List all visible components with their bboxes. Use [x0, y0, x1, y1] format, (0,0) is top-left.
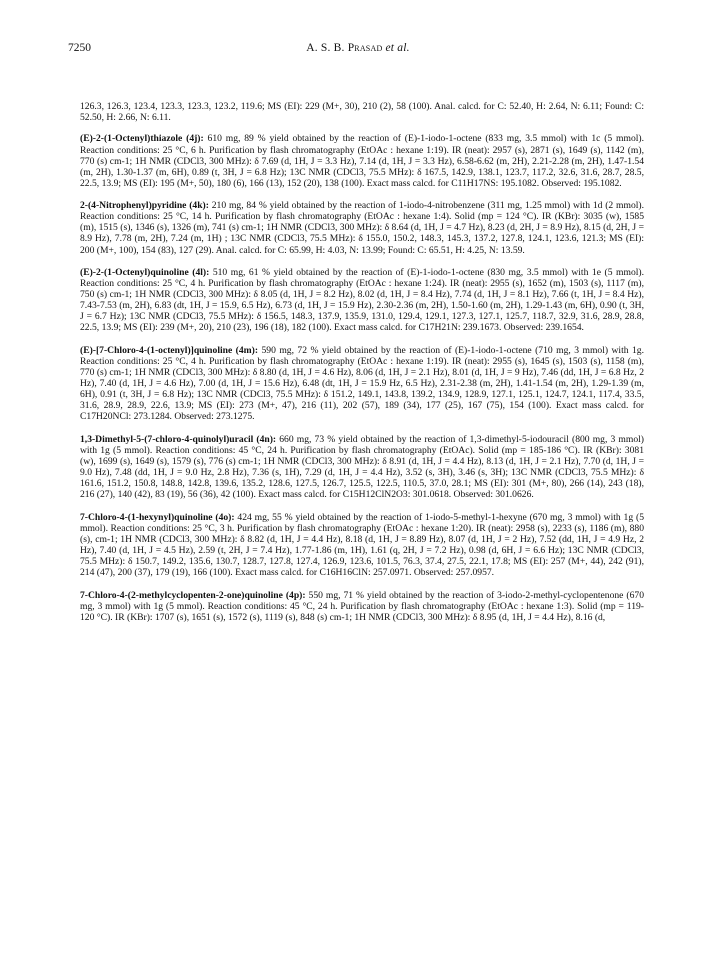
authors-suffix: et al. — [382, 42, 410, 54]
paragraph-compound-4m — [80, 345, 644, 422]
running-title — [68, 42, 648, 54]
paragraph-compound-4l — [80, 267, 644, 333]
compound-name: 7-Chloro-4-(1-hexynyl)quinoline (4o): — [80, 511, 235, 523]
compound-name: (E)-[7-Chloro-4-(1-octenyl)]quinoline (4m): — [80, 345, 259, 357]
compound-name: (E)-2-(1-Octenyl)thiazole (4j): — [80, 133, 204, 145]
compound-name: (E)-2-(1-Octenyl)quinoline (4l): — [80, 267, 210, 279]
compound-name: 2-(4-Nitrophenyl)pyridine (4k): — [80, 200, 209, 212]
paragraph-text: 210 mg, 84 % yield obtained by the reaction of 1-iodo-4-nitrobenzene (311 mg, 1.25 mmol) with 1d (2 mmol). Reaction conditions: 25 °C, 14 h. Purification by flash chromatography (EtOAc : hexane 1:4). Solid (mp = 124 °C). IR (KBr): 3035 (w), 1585 (m), 1515 (s), 1346 (s), 1326 (m), 741 (s) cm-1; 1H NMR (CDCl3, 300 MHz): δ 8.64 (d, 1H, J = 4.7 Hz), 8.23 (d, 2H, J = 8.9 Hz), 8.15 (d, 2H, J = 8.9 Hz), 7.78 (m, 2H), 7.24 (m, 1H) ; 13C NMR (CDCl3, 75.5 MHz): δ 155.0, 150.2, 148.3, 145.3, 137.2, 127.8, 124.1, 123.6, 121.3; MS (EI): 200 (M+, 100), 154 (83), 127 (29). Anal. calcd. for C: 65.99, H: 4.03, N: 13.99; Found: C: 65.51, H: 4.25, N: 13.59. — [80, 200, 644, 256]
paragraph-continuation — [80, 101, 644, 123]
compound-name: 7-Chloro-4-(2-methylcyclopenten-2-one)quinoline (4p): — [80, 589, 306, 601]
page-header — [68, 42, 648, 58]
paragraph-text: 126.3, 126.3, 123.4, 123.3, 123.3, 123.2, 119.6; MS (EI): 229 (M+, 30), 210 (2), 58 (100). Anal. calcd. for C: 52.40, H: 2.64, N: 6.11; Found: C: 52.50, H: 2.66, N: 6.11. — [80, 101, 644, 124]
paragraph-compound-4k — [80, 200, 644, 255]
paragraph-compound-4o — [80, 512, 644, 578]
paragraph-compound-4n — [80, 434, 644, 500]
authors-prefix: A. S. B. — [306, 42, 348, 54]
paragraph-text: 550 mg, 71 % yield obtained by the reaction of 3-iodo-2-methyl-cyclopentenone (670 mg, 3 mmol) with 1g (5 mmol). Reaction conditions: 45 °C, 24 h. Purification by flash chromatography (EtOAc : hexane 1:3). Solid (mp = 119-120 °C). IR (KBr): 1707 (s), 1651 (s), 1572 (s), 1119 (s), 848 (s) cm-1; 1H NMR (CDCl3, 300 MHz): δ 8.95 (d, 1H, J = 4.4 Hz), 8.16 (d, — [80, 589, 644, 623]
article-body — [80, 101, 644, 634]
paragraph-text: 610 mg, 89 % yield obtained by the reaction of (E)-1-iodo-1-octene (833 mg, 3.5 mmol) with 1c (5 mmol). Reaction conditions: 25 °C, 6 h. Purification by flash chromatography (EtOAc : hexane 1:19). IR (neat): 2957 (s), 2871 (s), 1649 (s), 1142 (m), 770 (s) cm-1; 1H NMR (CDCl3, 300 MHz): δ 7.69 (d, 1H, J = 3.3 Hz), 7.14 (d, 1H, J = 3.3 Hz), 6.58-6.62 (m, 2H), 2.21-2.28 (m, 2H), 1.47-1.54 (m, 2H), 1.30-1.37 (m, 6H), 0.89 (t, 3H, J = 6.8 Hz); 13C NMR (CDCl3, 75.5 MHz): δ 167.5, 142.9, 138.1, 123.7, 117.2, 32.6, 31.6, 28.7, 28.5, 22.5, 13.9; MS (EI): 195 (M+, 50), 180 (6), 166 (13), 152 (20), 138 (100). Exact mass calcd. for C11H17NS: 195.1082. Observed: 195.1082. — [80, 133, 644, 189]
paragraph-text: 424 mg, 55 % yield obtained by the reaction of 1-iodo-5-methyl-1-hexyne (670 mg, 3 mmol) with 1g (5 mmol). Reaction conditions: 25 °C, 3 h. Purification by flash chromatography (EtOAc : hexane 1:20). IR (neat): 2958 (s), 2233 (s), 1186 (m), 880 (s), cm-1; 1H NMR (CDCl3, 300 MHz): δ 8.82 (d, 1H, J = 4.4 Hz), 8.18 (d, 1H, J = 8.89 Hz), 8.07 (d, 1H, J = 2 Hz), 7.52 (dd, 1H, J = 4.9 Hz, 2 Hz), 7.40 (d, 1H, J = 4.5 Hz), 2.59 (t, 2H, J = 7.4 Hz), 1.77-1.86 (m, 1H), 1.61 (q, 2H, J = 7.2 Hz), 0.98 (d, 6H, J = 6.6 Hz); 13C NMR (CDCl3, 75.5 MHz): δ 150.7, 149.2, 135.6, 130.7, 128.7, 127.8, 127.4, 126.9, 123.6, 101.5, 76.3, 37.4, 27.5, 22.1, 17.8; MS (EI): 257 (M+, 44), 242 (91), 214 (47), 200 (37), 179 (19), 166 (100). Exact mass calcd. for C16H16ClN: 257.0971. Observed: 257.0957. — [80, 511, 644, 579]
paragraph-compound-4p — [80, 590, 644, 623]
compound-name: 1,3-Dimethyl-5-(7-chloro-4-quinolyl)uracil (4n): — [80, 433, 277, 445]
paragraph-text: 590 mg, 72 % yield obtained by the reaction of (E)-1-iodo-1-octene (710 mg, 3 mmol) with 1g. Reaction conditions: 25 °C, 4 h. Purification by flash chromatography (EtOAc : hexane 1:19). IR (neat): 2955 (s), 1645 (s), 1503 (s), 1158 (m), 770 (s) cm-1; 1H NMR (CDCl3, 300 MHz): δ 8.80 (d, 1H, J = 4.6 Hz), 8.06 (d, 1H, J = 2.1 Hz), 8.01 (d, 1H, J = 9 Hz), 7.46 (dd, 1H, J = 6.8 Hz, 2 Hz), 7.40 (d, 1H, J = 4.6 Hz), 7.00 (d, 1H, J = 15.6 Hz), 6.48 (dt, 1H, J = 15.9 Hz, 6.5 Hz), 2.31-2.38 (m, 2H), 1.41-1.54 (m, 2H), 1.29-1.39 (m, 6H), 0.91 (t, 3H, J = 6.8 Hz); 13C NMR (CDCl3, 75.5 MHz): δ 151.2, 149.1, 143.8, 139.2, 134.9, 128.9, 127.1, 125.1, 124.7, 124.1, 117.4, 33.5, 31.6, 28.9, 28.9, 22.6, 13.9; MS (EI): 273 (M+, 47), 216 (11), 202 (57), 189 (34), 177 (25), 167 (75), 154 (100). Exact mass calcd. for C17H20NCl: 273.1284. Observed: 273.1275. — [80, 345, 644, 423]
authors-surname: Prasad — [347, 42, 383, 54]
paragraph-text: 510 mg, 61 % yield obtained by the reaction of (E)-1-iodo-1-octene (830 mg, 3.5 mmol) with 1e (5 mmol). Reaction conditions: 25 °C, 4 h. Purification by flash chromatography (EtOAc : hexane 1:24). IR (neat): 2955 (s), 1652 (m), 1503 (s), 1117 (m), 750 (s) cm-1; 1H NMR (CDCl3, 300 MHz): δ 8.05 (d, 1H, J = 8.2 Hz), 8.02 (d, 1H, J = 8.4 Hz), 7.74 (d, 1H, J = 8.1 Hz), 7.66 (t, 1H, J = 8.4 Hz), 7.43-7.53 (m, 2H), 6.83 (dt, 1H, J = 15.9, 6.5 Hz), 6.73 (d, 1H, J = 15.9 Hz), 2.30-2.36 (m, 2H), 1.50-1.60 (m, 2H), 1.29-1.43 (m, 6H), 0.90 (t, 3H, J = 6.7 Hz); 13C NMR (CDCl3, 75.5 MHz): δ 156.5, 148.3, 137.9, 135.9, 131.0, 129.4, 129.1, 127.3, 127.1, 125.7, 118.7, 32.9, 31.6, 28.9, 28.8, 22.5, 13.9; MS (EI): 239 (M+, 20), 210 (23), 196 (18), 182 (100). Exact mass calcd. for C17H21N: 239.1673. Observed: 239.1654. — [80, 267, 644, 334]
paragraph-text: 660 mg, 73 % yield obtained by the reaction of 1,3-dimethyl-5-iodouracil (800 mg, 3 mmol) with 1g (5 mmol). Reaction conditions: 45 °C, 24 h. Purification by flash chromatography (EtOAc). Solid (mp = 185-186 °C). IR (KBr): 3081 (w), 1699 (s), 1649 (s), 1579 (s), 776 (s) cm-1; 1H NMR (CDCl3, 300 MHz): δ 8.91 (d, 1H, J = 4.4 Hz), 8.13 (d, 1H, J = 2.1 Hz), 7.70 (d, 1H, J = 9.0 Hz), 7.48 (dd, 1H, J = 9.0 Hz, 2.8 Hz), 7.36 (s, 1H), 7.29 (d, 1H, J = 4.4 Hz), 3.52 (s, 3H), 3.46 (s, 3H); 13C NMR (CDCl3, 75.5 MHz): δ 161.6, 151.2, 150.8, 148.8, 142.8, 139.6, 135.2, 128.6, 127.5, 126.7, 125.5, 122.5, 110.5, 37.0, 28.1; MS (EI): 301 (M+, 80), 266 (14), 243 (18), 216 (27), 140 (42), 83 (19), 56 (36), 42 (100). Exact mass calcd. for C15H12ClN2O3: 301.0618. Observed: 301.0626. — [80, 433, 644, 501]
paragraph-compound-4j — [80, 133, 644, 188]
page-number: 7250 — [68, 42, 91, 54]
